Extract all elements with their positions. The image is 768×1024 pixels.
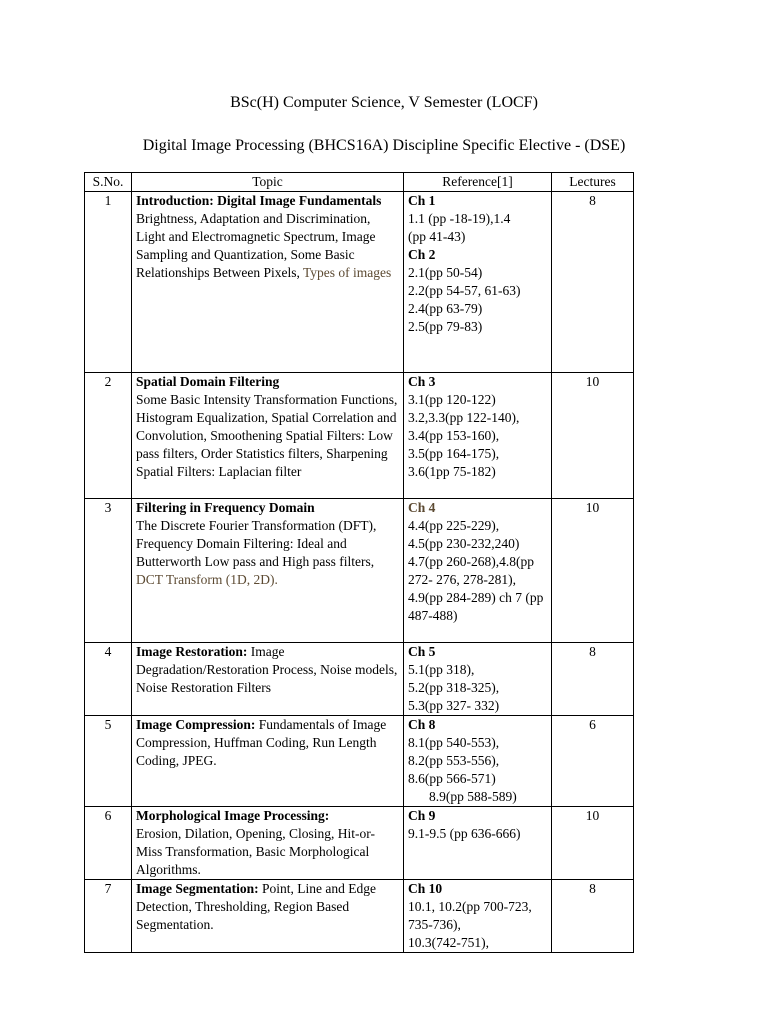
ref-chapter: Ch 9 xyxy=(408,808,436,823)
ref-section: 2.2(pp 54-57, 61-63) xyxy=(408,283,521,298)
syllabus-table xyxy=(84,172,634,953)
row-sno: 5 xyxy=(85,716,132,807)
row-reference xyxy=(404,192,552,373)
table-row xyxy=(85,373,634,499)
ref-section: 2.5(pp 79-83) xyxy=(408,319,483,334)
row-reference xyxy=(404,880,552,953)
row-topic xyxy=(132,807,404,880)
ref-chapter: Ch 10 xyxy=(408,881,443,896)
document-title: BSc(H) Computer Science, V Semester (LOCF) xyxy=(230,94,538,111)
course-title: Digital Image Processing (BHCS16A) Discipline Specific Elective - (DSE) xyxy=(142,137,626,154)
ref-section: 4.4(pp 225-229), xyxy=(408,518,500,533)
row-lectures: 10 xyxy=(552,499,634,643)
ref-section: 5.1(pp 318), xyxy=(408,662,475,677)
row-sno: 6 xyxy=(85,807,132,880)
table-row xyxy=(85,807,634,880)
row-topic xyxy=(132,192,404,373)
row-lectures: 6 xyxy=(552,716,634,807)
header-reference: Reference[1] xyxy=(404,173,552,192)
topic-body: Point, Line and Edge Detection, Thresholding, Region Based Segmentation. xyxy=(136,881,376,932)
topic-body: Erosion, Dilation, Opening, Closing, Hit-or-Miss Transformation, Basic Morphological Algorithms. xyxy=(136,826,375,877)
table-row xyxy=(85,192,634,373)
ref-section: 8.1(pp 540-553), xyxy=(408,735,500,750)
row-lectures: 8 xyxy=(552,192,634,373)
header-sno: S.No. xyxy=(85,173,132,192)
row-lectures: 10 xyxy=(552,373,634,499)
topic-link: Types of images xyxy=(303,265,392,280)
ref-section: 3.4(pp 153-160), xyxy=(408,428,500,443)
row-topic xyxy=(132,716,404,807)
topic-heading: Image Segmentation: xyxy=(136,881,259,896)
row-topic xyxy=(132,643,404,716)
row-lectures: 8 xyxy=(552,880,634,953)
ref-chapter: Ch 4 xyxy=(408,500,436,515)
table-row xyxy=(85,880,634,953)
row-reference xyxy=(404,643,552,716)
ref-section: 3.6(1pp 75-182) xyxy=(408,464,496,479)
ref-section: 4.7(pp 260-268),4.8(pp 272- 276, 278-281), 4.9(pp 284-289) ch 7 (pp 487-488) xyxy=(408,554,544,623)
row-lectures: 10 xyxy=(552,807,634,880)
table-row xyxy=(85,643,634,716)
ref-section: 3.5(pp 164-175), xyxy=(408,446,500,461)
ref-chapter: Ch 3 xyxy=(408,374,436,389)
topic-heading: Image Compression: xyxy=(136,717,256,732)
topic-body: Fundamentals of Image Compression, Huffman Coding, Run Length Coding, JPEG. xyxy=(136,717,387,768)
topic-body: Some Basic Intensity Transformation Functions, Histogram Equalization, Spatial Correlation and Convolution, Smoothening Spatial Filters: Low pass filters, Order Statistics filters, Sharpening Spatial Filters: Laplacian filter xyxy=(136,392,398,479)
ref-section: 8.2(pp 553-556), xyxy=(408,753,500,768)
table-header-row xyxy=(85,173,634,192)
row-sno: 3 xyxy=(85,499,132,643)
ref-section: (pp 41-43) xyxy=(408,229,466,244)
topic-body: Brightness, Adaptation and Discrimination, Light and Electromagnetic Spectrum, Image Sampling and Quantization, Some Basic Relationships Between Pixels, xyxy=(136,211,376,280)
ref-section: 3.1(pp 120-122) xyxy=(408,392,496,407)
ref-section: 8.9(pp 588-589) xyxy=(429,789,517,804)
row-reference xyxy=(404,716,552,807)
ref-section: 9.1-9.5 (pp 636-666) xyxy=(408,826,521,841)
row-topic xyxy=(132,880,404,953)
ref-section: 2.1(pp 50-54) xyxy=(408,265,483,280)
topic-heading: Introduction: Digital Image Fundamentals xyxy=(136,193,382,208)
row-lectures: 8 xyxy=(552,643,634,716)
ref-section: 8.6(pp 566-571) xyxy=(408,771,496,786)
ref-section: 3.2,3.3(pp 122-140), xyxy=(408,410,520,425)
topic-heading: Filtering in Frequency Domain xyxy=(136,500,315,515)
ref-section: 5.3(pp 327- 332) xyxy=(408,698,500,713)
ref-section: 1.1 (pp -18-19),1.4 xyxy=(408,211,511,226)
row-sno: 7 xyxy=(85,880,132,953)
row-sno: 2 xyxy=(85,373,132,499)
topic-heading: Morphological Image Processing: xyxy=(136,808,330,823)
header-topic: Topic xyxy=(132,173,404,192)
row-sno: 4 xyxy=(85,643,132,716)
topic-body: The Discrete Fourier Transformation (DFT), Frequency Domain Filtering: Ideal and Butterworth Low pass and High pass filters, xyxy=(136,518,377,569)
ref-section: 10.1, 10.2(pp 700-723, 735-736), xyxy=(408,899,532,932)
row-sno: 1 xyxy=(85,192,132,373)
row-reference xyxy=(404,499,552,643)
topic-link: DCT Transform (1D, 2D). xyxy=(136,572,278,587)
ref-chapter: Ch 1 xyxy=(408,193,436,208)
ref-section: 4.5(pp 230-232,240) xyxy=(408,536,520,551)
header-lectures: Lectures xyxy=(552,173,634,192)
table-row xyxy=(85,499,634,643)
ref-section: 5.2(pp 318-325), xyxy=(408,680,500,695)
table-row xyxy=(85,716,634,807)
row-reference xyxy=(404,807,552,880)
ref-chapter: Ch 8 xyxy=(408,717,436,732)
ref-chapter: Ch 5 xyxy=(408,644,436,659)
topic-body: Image Degradation/Restoration Process, Noise models, Noise Restoration Filters xyxy=(136,644,398,695)
ref-chapter: Ch 2 xyxy=(408,247,436,262)
ref-section: 10.3(742-751), xyxy=(408,935,489,950)
topic-heading: Image Restoration: xyxy=(136,644,248,659)
ref-section: 2.4(pp 63-79) xyxy=(408,301,483,316)
row-topic xyxy=(132,373,404,499)
topic-heading: Spatial Domain Filtering xyxy=(136,374,280,389)
row-topic xyxy=(132,499,404,643)
row-reference xyxy=(404,373,552,499)
